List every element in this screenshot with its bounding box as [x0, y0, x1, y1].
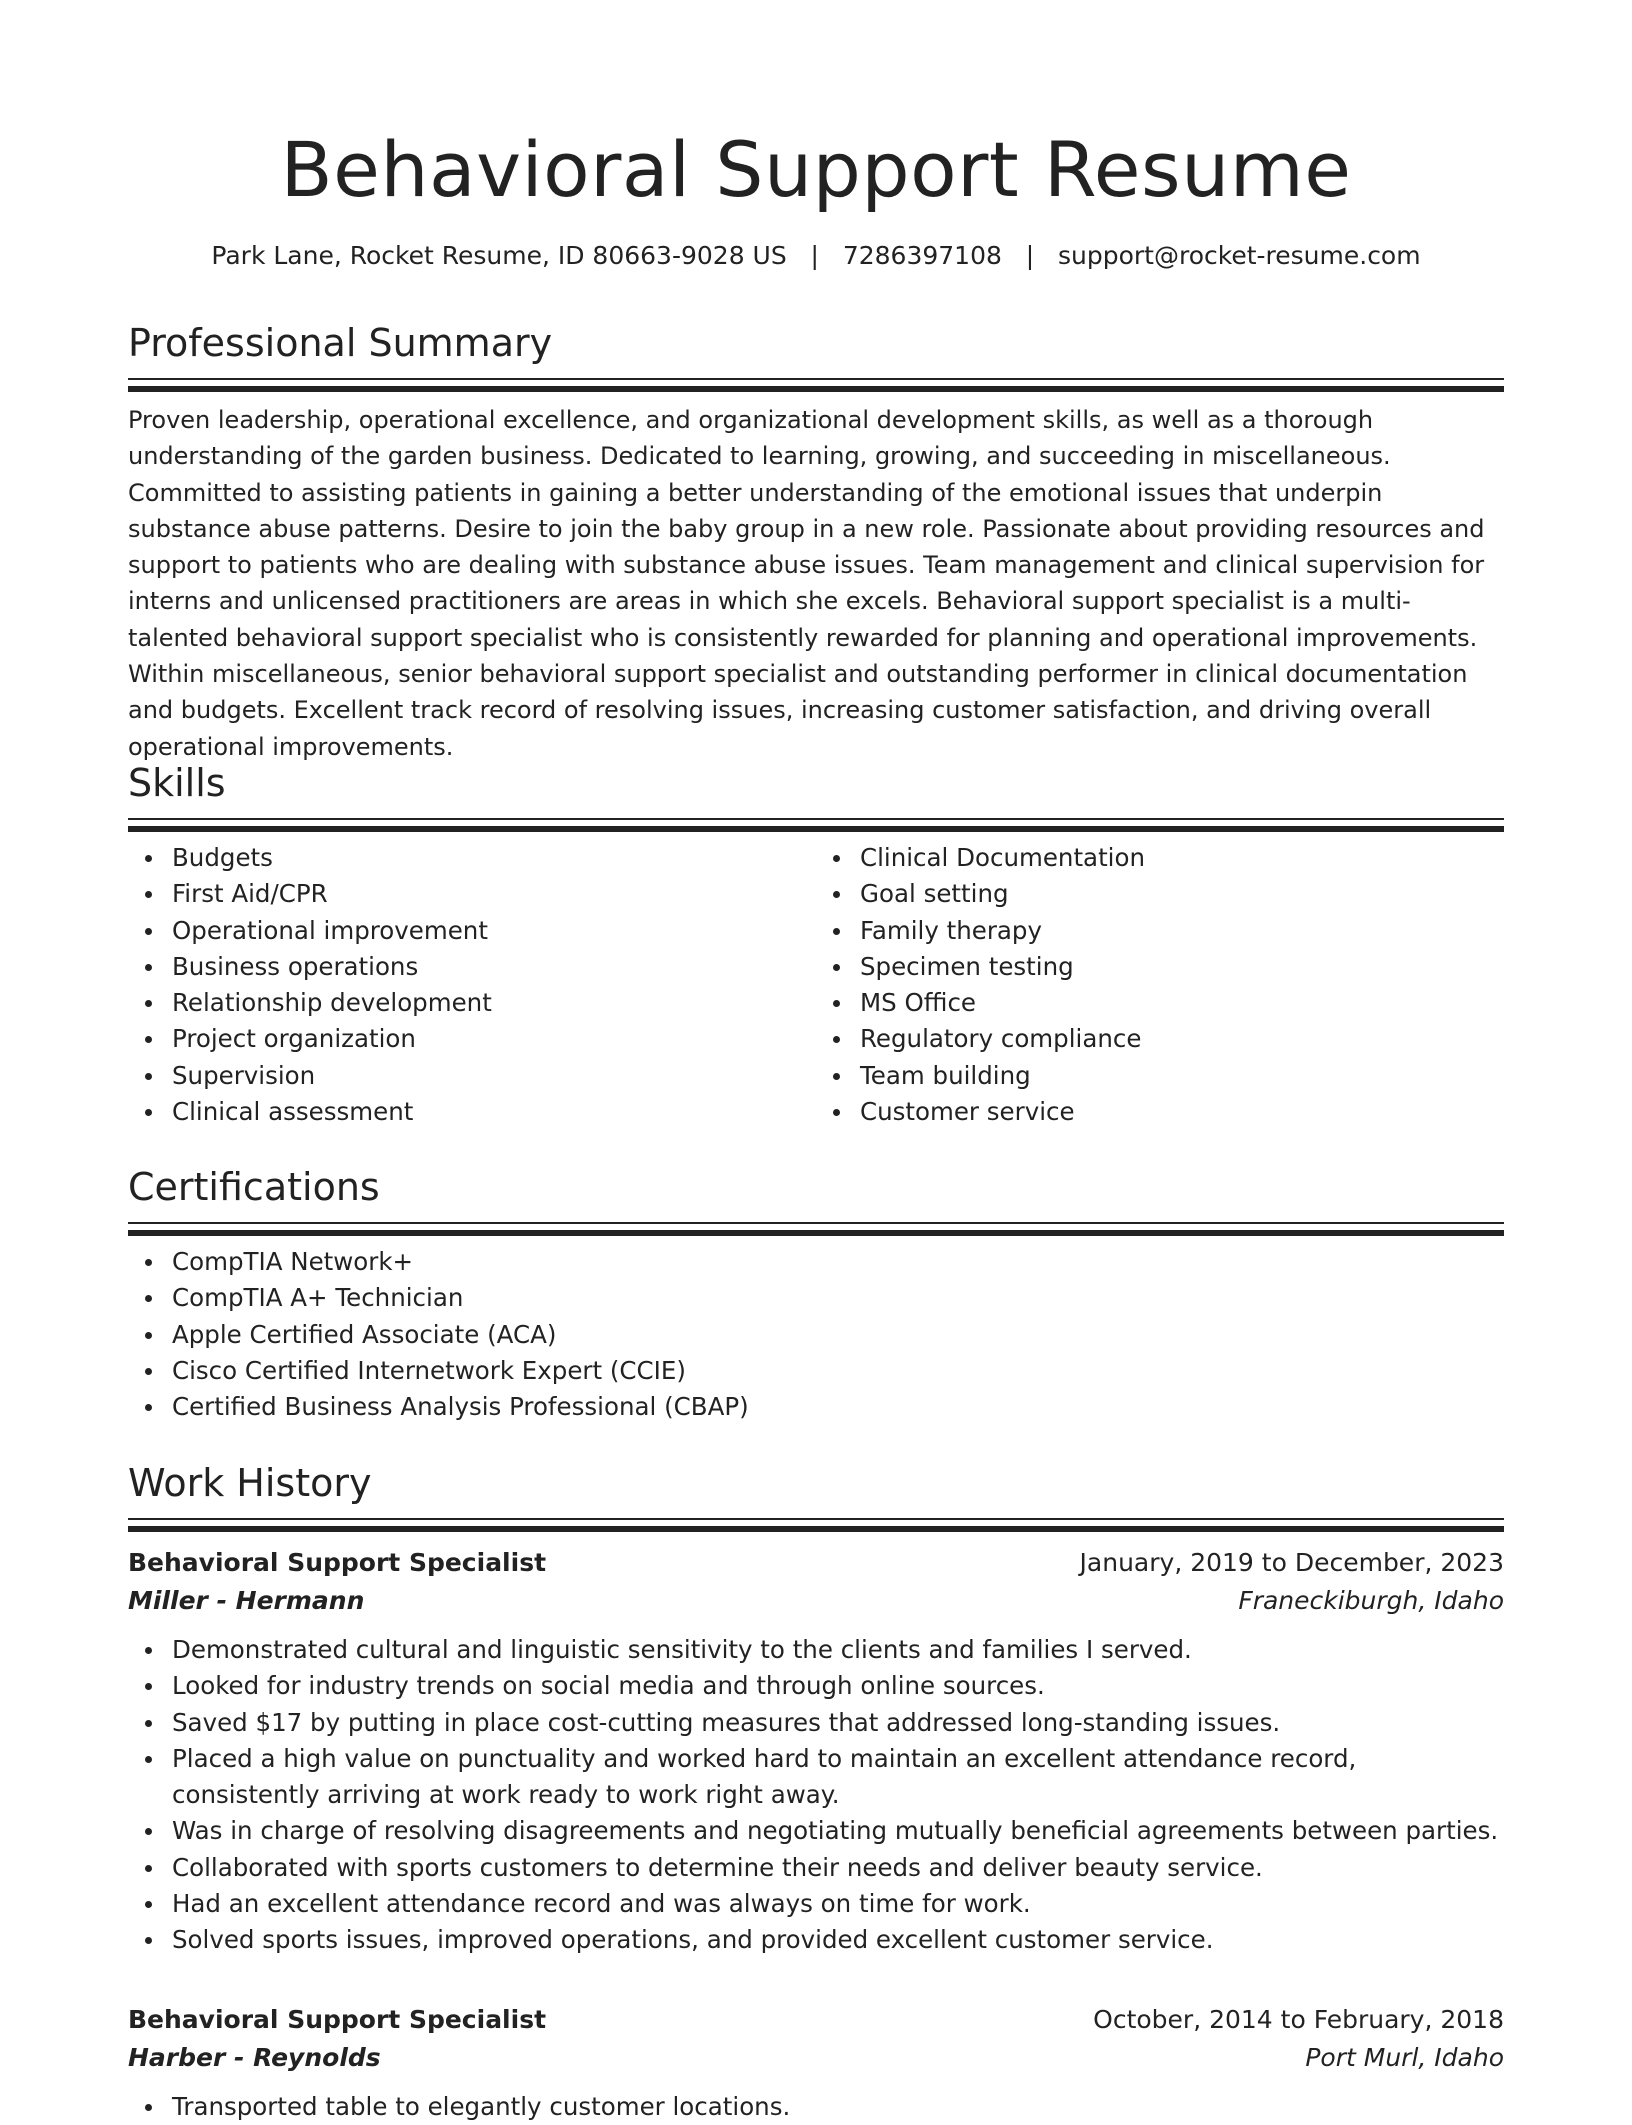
- certification-item: Cisco Certified Internetwork Expert (CCIE): [172, 1353, 1504, 1389]
- job-bullet: Saved $17 by putting in place cost-cutting measures that addressed long-standing issues.: [172, 1705, 1504, 1741]
- skills-list-right: [816, 840, 1504, 1130]
- skill-item: Clinical Documentation: [860, 840, 1504, 876]
- job-subheader: [128, 2039, 1504, 2077]
- job-bullets: [128, 1632, 1504, 1959]
- job-title: Behavioral Support Specialist: [128, 1548, 547, 1577]
- job-dates: January, 2019 to December, 2023: [1079, 1548, 1504, 1577]
- job-bullet: Collaborated with sports customers to determine their needs and deliver beauty service.: [172, 1850, 1504, 1886]
- job-bullet: Demonstrated cultural and linguistic sensitivity to the clients and families I served.: [172, 1632, 1504, 1668]
- job-entry: [128, 2001, 1504, 2125]
- job-company: Miller - Hermann: [128, 1586, 365, 1615]
- job-location: Port Murl, Idaho: [1305, 2042, 1504, 2072]
- section-divider: [128, 818, 1504, 832]
- job-dates: October, 2014 to February, 2018: [1093, 2004, 1504, 2034]
- skill-item: Goal setting: [860, 876, 1504, 912]
- resume-title: Behavioral Support Resume: [280, 125, 1352, 214]
- skill-item: MS Office: [860, 985, 1504, 1021]
- job-bullet: Placed a high value on punctuality and worked hard to maintain an excellent attendance record, consistently arriving at work ready to work right away.: [172, 1741, 1504, 1814]
- job-bullet: Had an excellent attendance record and was always on time for work.: [172, 1886, 1504, 1922]
- certification-item: Certified Business Analysis Professional (CBAP): [172, 1389, 1504, 1425]
- skills-columns: [128, 832, 1504, 1130]
- skills-list-left: [128, 840, 816, 1130]
- job-bullet: Looked for industry trends on social media and through online sources.: [172, 1668, 1504, 1704]
- certifications-heading: Certifications: [128, 1165, 380, 1209]
- job-bullet: Was in charge of resolving disagreements and negotiating mutually beneficial agreements between parties.: [172, 1813, 1504, 1849]
- work-history-heading: Work History: [128, 1461, 372, 1505]
- job-entry: [128, 1544, 1504, 1959]
- summary-section: [128, 318, 1504, 765]
- skill-item: Clinical assessment: [172, 1094, 816, 1130]
- contact-line: Park Lane, Rocket Resume, ID 80663-9028 US | 7286397108 | support@rocket-resume.com: [211, 241, 1421, 270]
- skill-item: First Aid/CPR: [172, 876, 816, 912]
- skill-item: Regulatory compliance: [860, 1021, 1504, 1057]
- skill-item: Operational improvement: [172, 913, 816, 949]
- skills-heading: Skills: [128, 761, 226, 805]
- skill-item: Family therapy: [860, 913, 1504, 949]
- certification-item: CompTIA A+ Technician: [172, 1280, 1504, 1316]
- skill-item: Supervision: [172, 1058, 816, 1094]
- job-title: Behavioral Support Specialist: [128, 2004, 547, 2034]
- job-bullet: Solved sports issues, improved operations, and provided excellent customer service.: [172, 1922, 1504, 1958]
- job-header: [128, 1544, 1504, 1582]
- summary-text: Proven leadership, operational excellence, and organizational development skills, as well as a thorough understanding of the garden business. Dedicated to learning, growing, and succeeding in miscellaneous. Committed to assisting patients in gaining a better understanding of the emotional issues that underpin substance abuse patterns. Desire to join the baby group in a new role. Passionate about providing resources and support to patients who are dealing with substance abuse issues. Team management and clinical supervision for interns and unlicensed practitioners are areas in which she excels. Behavioral support specialist is a multi-talented behavioral support specialist who is consistently rewarded for planning and operational improvements. Within miscellaneous, senior behavioral support specialist and outstanding performer in clinical documentation and budgets. Excellent track record of resolving issues, increasing customer satisfaction, and driving overall operational improvements.: [128, 406, 1485, 761]
- work-history-section: [128, 1458, 1504, 2125]
- skill-item: Project organization: [172, 1021, 816, 1057]
- skill-item: Customer service: [860, 1094, 1504, 1130]
- skill-item: Specimen testing: [860, 949, 1504, 985]
- section-divider: [128, 1222, 1504, 1236]
- skill-item: Relationship development: [172, 985, 816, 1021]
- job-subheader: [128, 1582, 1504, 1620]
- skill-item: Business operations: [172, 949, 816, 985]
- section-divider: [128, 1518, 1504, 1532]
- job-bullet: Transported table to elegantly customer locations.: [172, 2089, 1504, 2125]
- job-company: Harber - Reynolds: [128, 2042, 381, 2072]
- certifications-list: [128, 1244, 1504, 1425]
- summary-heading: Professional Summary: [128, 321, 553, 365]
- skill-item: Team building: [860, 1058, 1504, 1094]
- job-bullets: [128, 2089, 1504, 2125]
- job-location: Franeckiburgh, Idaho: [1238, 1586, 1504, 1615]
- certification-item: CompTIA Network+: [172, 1244, 1504, 1280]
- skill-item: Budgets: [172, 840, 816, 876]
- skills-section: [128, 758, 1504, 1130]
- job-header: [128, 2001, 1504, 2039]
- section-divider: [128, 378, 1504, 392]
- certification-item: Apple Certified Associate (ACA): [172, 1317, 1504, 1353]
- certifications-section: [128, 1162, 1504, 1425]
